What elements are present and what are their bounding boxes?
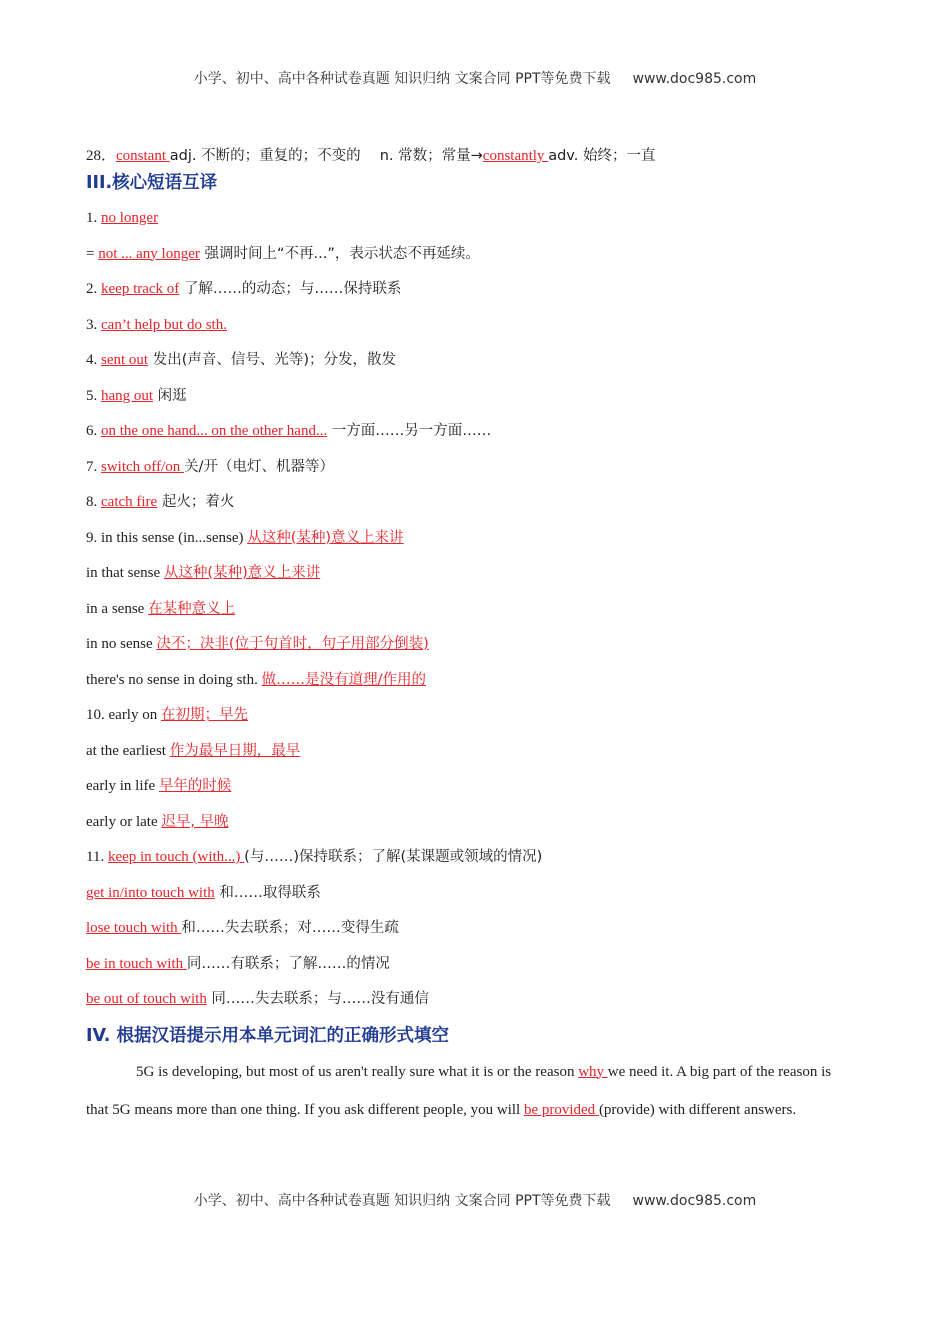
phrase-item: 5. hang out 闲逛 bbox=[86, 387, 187, 404]
answer-phrase: 在初期；早先 bbox=[160, 707, 248, 723]
answer-phrase: be out of touch with bbox=[86, 991, 207, 1007]
phrase-item: 2. keep track of 了解……的动态；与……保持联系 bbox=[86, 281, 402, 297]
phrase-item: 4. sent out 发出(声音、信号、光等)；分发，散发 bbox=[86, 352, 397, 368]
phrase-item bbox=[86, 883, 866, 919]
definition: 关/开（电灯、机器等） bbox=[184, 458, 334, 475]
definition: 起火；着火 bbox=[157, 494, 235, 510]
answer-phrase: 早年的时候 bbox=[158, 778, 232, 794]
definition: adv. 始终；一直 bbox=[548, 148, 656, 164]
phrase-item: in a sense 在某种意义上 bbox=[86, 600, 236, 617]
definition: 一方面……另一方面…… bbox=[327, 423, 492, 439]
phrase-item: = not ... any longer 强调时间上“不再...”，表示状态不再延续。 bbox=[86, 245, 480, 262]
definition: adj. 不断的；重复的；不变的 n. 常数；常量→ bbox=[169, 148, 483, 164]
phrase-item: 9. in this sense (in...sense) 从这种(某种)意义上来讲 bbox=[86, 529, 404, 546]
definition: (与……)保持联系；了解(某课题或领域的情况) bbox=[244, 849, 543, 865]
answer-phrase: keep in touch (with...) bbox=[107, 849, 245, 865]
section-heading-3: III.核心短语互译 bbox=[86, 173, 218, 193]
phrase-item bbox=[86, 918, 866, 954]
passage-paragraph: 5G is developing, but most of us aren't really sure what it is or the reason why we need it. A big part of the reason is that 5G means more than one thing. If you ask different people, you will be provided (provide) with different answers. bbox=[86, 1063, 832, 1118]
answer-word: why bbox=[578, 1063, 608, 1080]
definition: 发出(声音、信号、光等)；分发，散发 bbox=[148, 352, 397, 368]
header-text: 小学、初中、高中各种试卷真题 知识归纳 文案合同 PPT等免费下载 bbox=[193, 71, 611, 87]
answer-phrase: 做……是没有道理/作用的 bbox=[261, 671, 426, 688]
phrase-item: there's no sense in doing sth. 做……是没有道理/作用的 bbox=[86, 671, 426, 688]
vocab-item-28 bbox=[86, 146, 866, 172]
item-number: 28． bbox=[86, 148, 117, 164]
phrase-item: early or late 迟早, 早晚 bbox=[86, 813, 229, 830]
answer-phrase: on the one hand... on the other hand... bbox=[101, 423, 328, 439]
header-site: www.doc985.com bbox=[632, 71, 757, 87]
document-body bbox=[86, 146, 866, 1129]
definition: 和……取得联系 bbox=[214, 884, 321, 901]
answer-phrase: 在某种意义上 bbox=[148, 600, 236, 617]
footer-site: www.doc985.com bbox=[632, 1193, 757, 1209]
phrase-item: 3. can’t help but do sth. bbox=[86, 316, 227, 333]
answer-phrase: not ... any longer bbox=[98, 245, 200, 262]
answer-phrase: lose touch with bbox=[86, 920, 182, 936]
answer-word: constantly bbox=[482, 148, 549, 164]
page-footer bbox=[0, 1190, 950, 1210]
phrase-item: early in life 早年的时候 bbox=[86, 778, 232, 794]
phrase-item: at the earliest 作为最早日期，最早 bbox=[86, 742, 301, 759]
answer-word: be provided bbox=[523, 1101, 599, 1118]
phrase-item bbox=[86, 989, 866, 1025]
phrase-item: 7. switch off/on 关/开（电灯、机器等） bbox=[86, 458, 334, 475]
answer-phrase: 迟早, 早晚 bbox=[161, 813, 229, 830]
phrase-item: in that sense 从这种(某种)意义上来讲 bbox=[86, 565, 321, 581]
definition: 闲逛 bbox=[153, 387, 187, 404]
answer-phrase: hang out bbox=[101, 387, 154, 404]
footer-text: 小学、初中、高中各种试卷真题 知识归纳 文案合同 PPT等免费下载 bbox=[193, 1193, 611, 1209]
definition: 强调时间上“不再...”，表示状态不再延续。 bbox=[199, 245, 480, 262]
answer-phrase: 从这种(某种)意义上来讲 bbox=[247, 529, 404, 546]
answer-phrase: 决不；决非(位于句首时，句子用部分倒装) bbox=[156, 636, 429, 652]
answer-phrase: switch off/on bbox=[101, 458, 185, 475]
answer-phrase: get in/into touch with bbox=[86, 884, 215, 901]
answer-phrase: keep track of bbox=[101, 281, 180, 297]
answer-phrase: 从这种(某种)意义上来讲 bbox=[163, 565, 321, 581]
section-heading-4: IV. 根据汉语提示用本单元词汇的正确形式填空 bbox=[86, 1025, 450, 1046]
phrase-item: 11. keep in touch (with...) (与……)保持联系；了解(某课题或领域的情况) bbox=[86, 849, 543, 865]
answer-phrase: 作为最早日期，最早 bbox=[169, 742, 301, 759]
phrase-item bbox=[86, 954, 866, 990]
page-header bbox=[0, 68, 950, 88]
phrase-item: in no sense 决不；决非(位于句首时，句子用部分倒装) bbox=[86, 636, 429, 652]
answer-phrase: no longer bbox=[101, 210, 159, 226]
answer-word: constant bbox=[116, 148, 170, 164]
phrase-item: 6. on the one hand... on the other hand... 一方面……另一方面…… bbox=[86, 423, 492, 439]
phrase-item: 10. early on 在初期；早先 bbox=[86, 707, 248, 723]
answer-phrase: sent out bbox=[101, 352, 149, 368]
definition: 和……失去联系；对……变得生疏 bbox=[181, 920, 399, 936]
answer-phrase: can’t help but do sth. bbox=[101, 316, 227, 333]
answer-phrase: be in touch with bbox=[86, 955, 187, 972]
answer-phrase: catch fire bbox=[101, 494, 158, 510]
phrase-item: 1. no longer bbox=[86, 210, 159, 226]
phrase-item: 8. catch fire 起火；着火 bbox=[86, 494, 235, 510]
definition: 同……有联系；了解……的情况 bbox=[186, 955, 390, 972]
definition: 了解……的动态；与……保持联系 bbox=[179, 281, 402, 297]
definition: 同……失去联系；与……没有通信 bbox=[206, 991, 429, 1007]
